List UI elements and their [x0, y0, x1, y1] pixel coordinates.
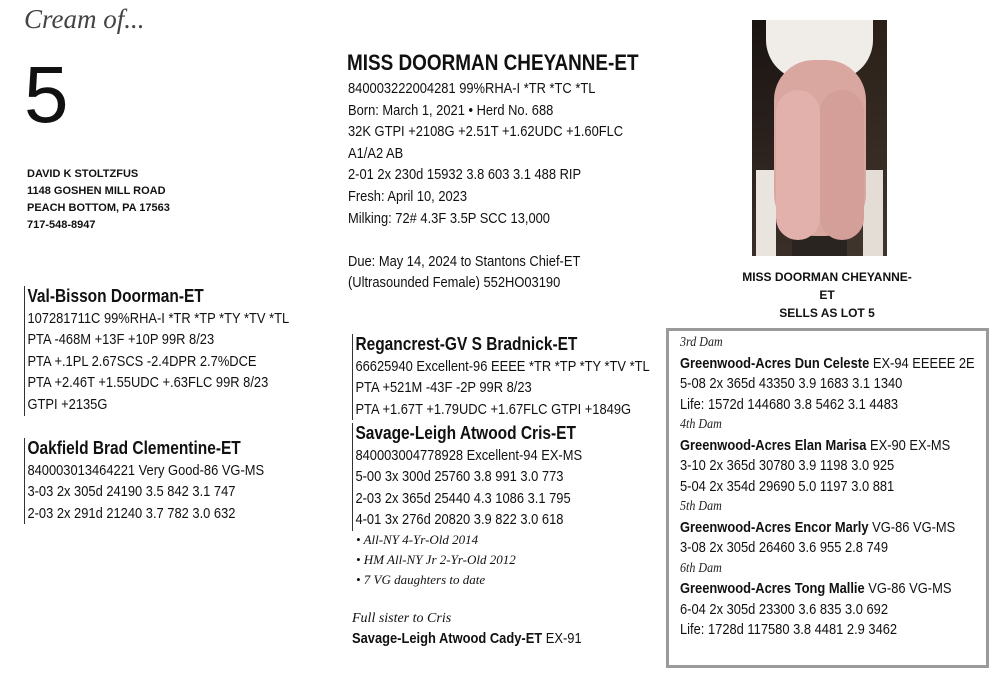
dam-score: EX-94 EEEEE 2E [872, 354, 975, 372]
sire-block [24, 286, 289, 416]
dam-record: 5-04 2x 354d 29690 5.0 1197 3.0 881 [680, 477, 895, 495]
header-script-title: Cream of... [24, 4, 145, 34]
granddam-line: 840003004778928 Excellent-94 EX-MS [355, 446, 583, 464]
sire-line: GTPI +2135G [27, 395, 108, 413]
dam-record: 3-10 2x 365d 30780 3.9 1198 3.0 925 [680, 457, 895, 474]
owner-phone: 717-548-8947 [27, 219, 96, 231]
dam-record: 6-04 2x 305d 23300 3.6 835 3.0 692 [680, 600, 889, 618]
full-sister-score: EX-91 [545, 630, 582, 647]
owner-name: DAVID K STOLTZFUS [27, 168, 139, 180]
dam-name: Greenwood-Acres Dun Celeste [680, 354, 870, 372]
main-animal-name: MISS DOORMAN CHEYANNE-ET [347, 50, 639, 75]
main-reg: 840003222004281 99%RHA-I *TR *TC *TL [348, 80, 596, 97]
photo-caption-lot: SELLS AS LOT 5 [779, 306, 875, 320]
honor-item: • HM All-NY Jr 2-Yr-Old 2012 [356, 552, 516, 567]
main-genomics: 32K GTPI +2108G +2.51T +1.62UDC +1.60FLC [348, 123, 624, 141]
sire-line: PTA +.1PL 2.67SCS -2.4DPR 2.7%DCE [27, 352, 257, 370]
udder-photo [752, 20, 887, 256]
dam-generation: 6th Dam [680, 560, 722, 576]
honor-item: • 7 VG daughters to date [356, 572, 486, 587]
owner-address1: 1148 GOSHEN MILL ROAD [27, 185, 166, 197]
main-ultrasound: (Ultrasounded Female) 552HO03190 [348, 274, 561, 292]
dam-score: VG-86 VG-MS [872, 518, 956, 536]
dam-line: 840003013464221 Very Good-86 VG-MS [27, 461, 265, 479]
dam-line: 2-03 2x 291d 21240 3.7 782 3.0 632 [27, 504, 236, 522]
main-milking: Milking: 72# 4.3F 3.5P SCC 13,000 [348, 209, 550, 227]
main-record: 2-01 2x 230d 15932 3.8 603 3.1 488 RIP [348, 166, 582, 184]
dam-name: Oakfield Brad Clementine-ET [27, 438, 241, 458]
dam-name: Greenwood-Acres Encor Marly [680, 518, 869, 536]
full-sister-block [352, 608, 619, 649]
dam-generation: 5th Dam [680, 499, 722, 514]
dam-name: Greenwood-Acres Elan Marisa [680, 436, 867, 454]
dam-generation: 4th Dam [680, 417, 722, 432]
dam-score: EX-90 EX-MS [869, 436, 951, 454]
sire-line: 107281711C 99%RHA-I *TR *TP *TY *TV *TL [27, 309, 290, 327]
photo-caption-name: MISS DOORMAN CHEYANNE-ET [742, 270, 912, 302]
lot-number: 5 [24, 50, 69, 139]
main-fresh: Fresh: April 10, 2023 [348, 187, 468, 205]
photo-caption [736, 268, 918, 322]
mgs-name: Regancrest-GV S Bradnick-ET [355, 334, 578, 354]
mgs-line: 66625940 Excellent-96 EEEE *TR *TP *TY *TV *TL [355, 357, 650, 375]
granddam-line: 4-01 3x 276d 20820 3.9 822 3.0 618 [355, 511, 564, 529]
main-born: Born: March 1, 2021 • Herd No. 688 [348, 101, 554, 119]
sire-line: PTA +2.46T +1.55UDC +.63FLC 99R 8/23 [27, 374, 269, 392]
honor-item: • All-NY 4-Yr-Old 2014 [356, 532, 479, 547]
dam-record: 3-08 2x 305d 26460 3.6 955 2.8 749 [680, 539, 889, 556]
dams-list [680, 333, 975, 641]
dam-name: Greenwood-Acres Tong Mallie [680, 580, 865, 597]
dam-generation: 3rd Dam [680, 335, 723, 350]
dam-record: 5-08 2x 365d 43350 3.9 1683 3.1 1340 [680, 375, 903, 392]
full-sister-intro: Full sister to Cris [352, 611, 452, 626]
main-due: Due: May 14, 2024 to Stantons Chief-ET [348, 252, 581, 270]
mgs-line: PTA +521M -43F -2P 99R 8/23 [355, 379, 532, 397]
main-a2: A1/A2 AB [348, 144, 404, 162]
granddam-honors [356, 530, 516, 590]
mgs-line: PTA +1.67T +1.79UDC +1.67FLC GTPI +1849G [355, 400, 632, 418]
dam-record: Life: 1728d 117580 3.8 4481 2.9 3462 [680, 621, 898, 638]
dam-block [24, 438, 264, 524]
granddam-line: 2-03 2x 365d 25440 4.3 1086 3.1 795 [355, 489, 571, 507]
granddam-name: Savage-Leigh Atwood Cris-ET [355, 423, 576, 443]
maternal-grandsire-block [352, 334, 650, 420]
full-sister-name: Savage-Leigh Atwood Cady-ET [352, 630, 543, 647]
granddam-line: 5-00 3x 300d 25760 3.8 991 3.0 773 [355, 468, 564, 486]
sire-line: PTA -468M +13F +10P 99R 8/23 [27, 331, 215, 349]
granddam-block [352, 423, 582, 531]
owner-address2: PEACH BOTTOM, PA 17563 [27, 202, 170, 214]
dam-score: VG-86 VG-MS [868, 580, 952, 597]
dam-line: 3-03 2x 305d 24190 3.5 842 3.1 747 [27, 483, 236, 501]
spacer [348, 229, 623, 251]
main-animal-info [348, 78, 623, 294]
dam-record: Life: 1572d 144680 3.8 5462 3.1 4483 [680, 395, 899, 413]
sire-name: Val-Bisson Doorman-ET [27, 286, 204, 306]
owner-block [27, 166, 170, 234]
